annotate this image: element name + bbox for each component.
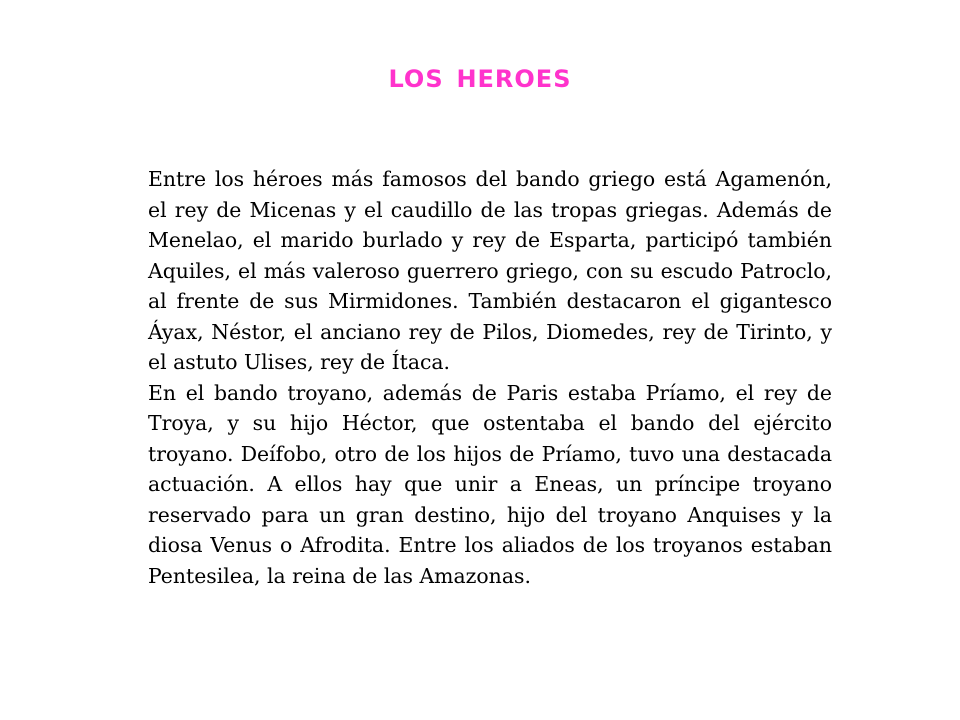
- slide-body: [148, 164, 832, 591]
- paragraph-greek-heroes: Entre los héroes más famosos del bando griego está Agamenón, el rey de Micenas y el caudillo de las tropas griegas. Además de Menelao, el marido burlado y rey de Esparta, participó también Aquiles, el más valeroso guerrero griego, con su escudo Patroclo, al frente de sus Mirmidones. También destacaron el gigantesco Áyax, Néstor, el anciano rey de Pilos, Diomedes, rey de Tirinto, y el astuto Ulises, rey de Ítaca.: [148, 167, 832, 374]
- slide-title: los heroes: [388, 56, 572, 96]
- paragraph-trojan-heroes: En el bando troyano, además de Paris estaba Príamo, el rey de Troya, y su hijo Héctor, que ostentaba el bando del ejército troyano. Deífobo, otro de los hijos de Príamo, tuvo una destacada actuación. A ellos hay que unir a Eneas, un príncipe troyano reservado para un gran destino, hijo del troyano Anquises y la diosa Venus o Afrodita. Entre los aliados de los troyanos estaban Pentesilea, la reina de las Amazonas.: [148, 380, 832, 588]
